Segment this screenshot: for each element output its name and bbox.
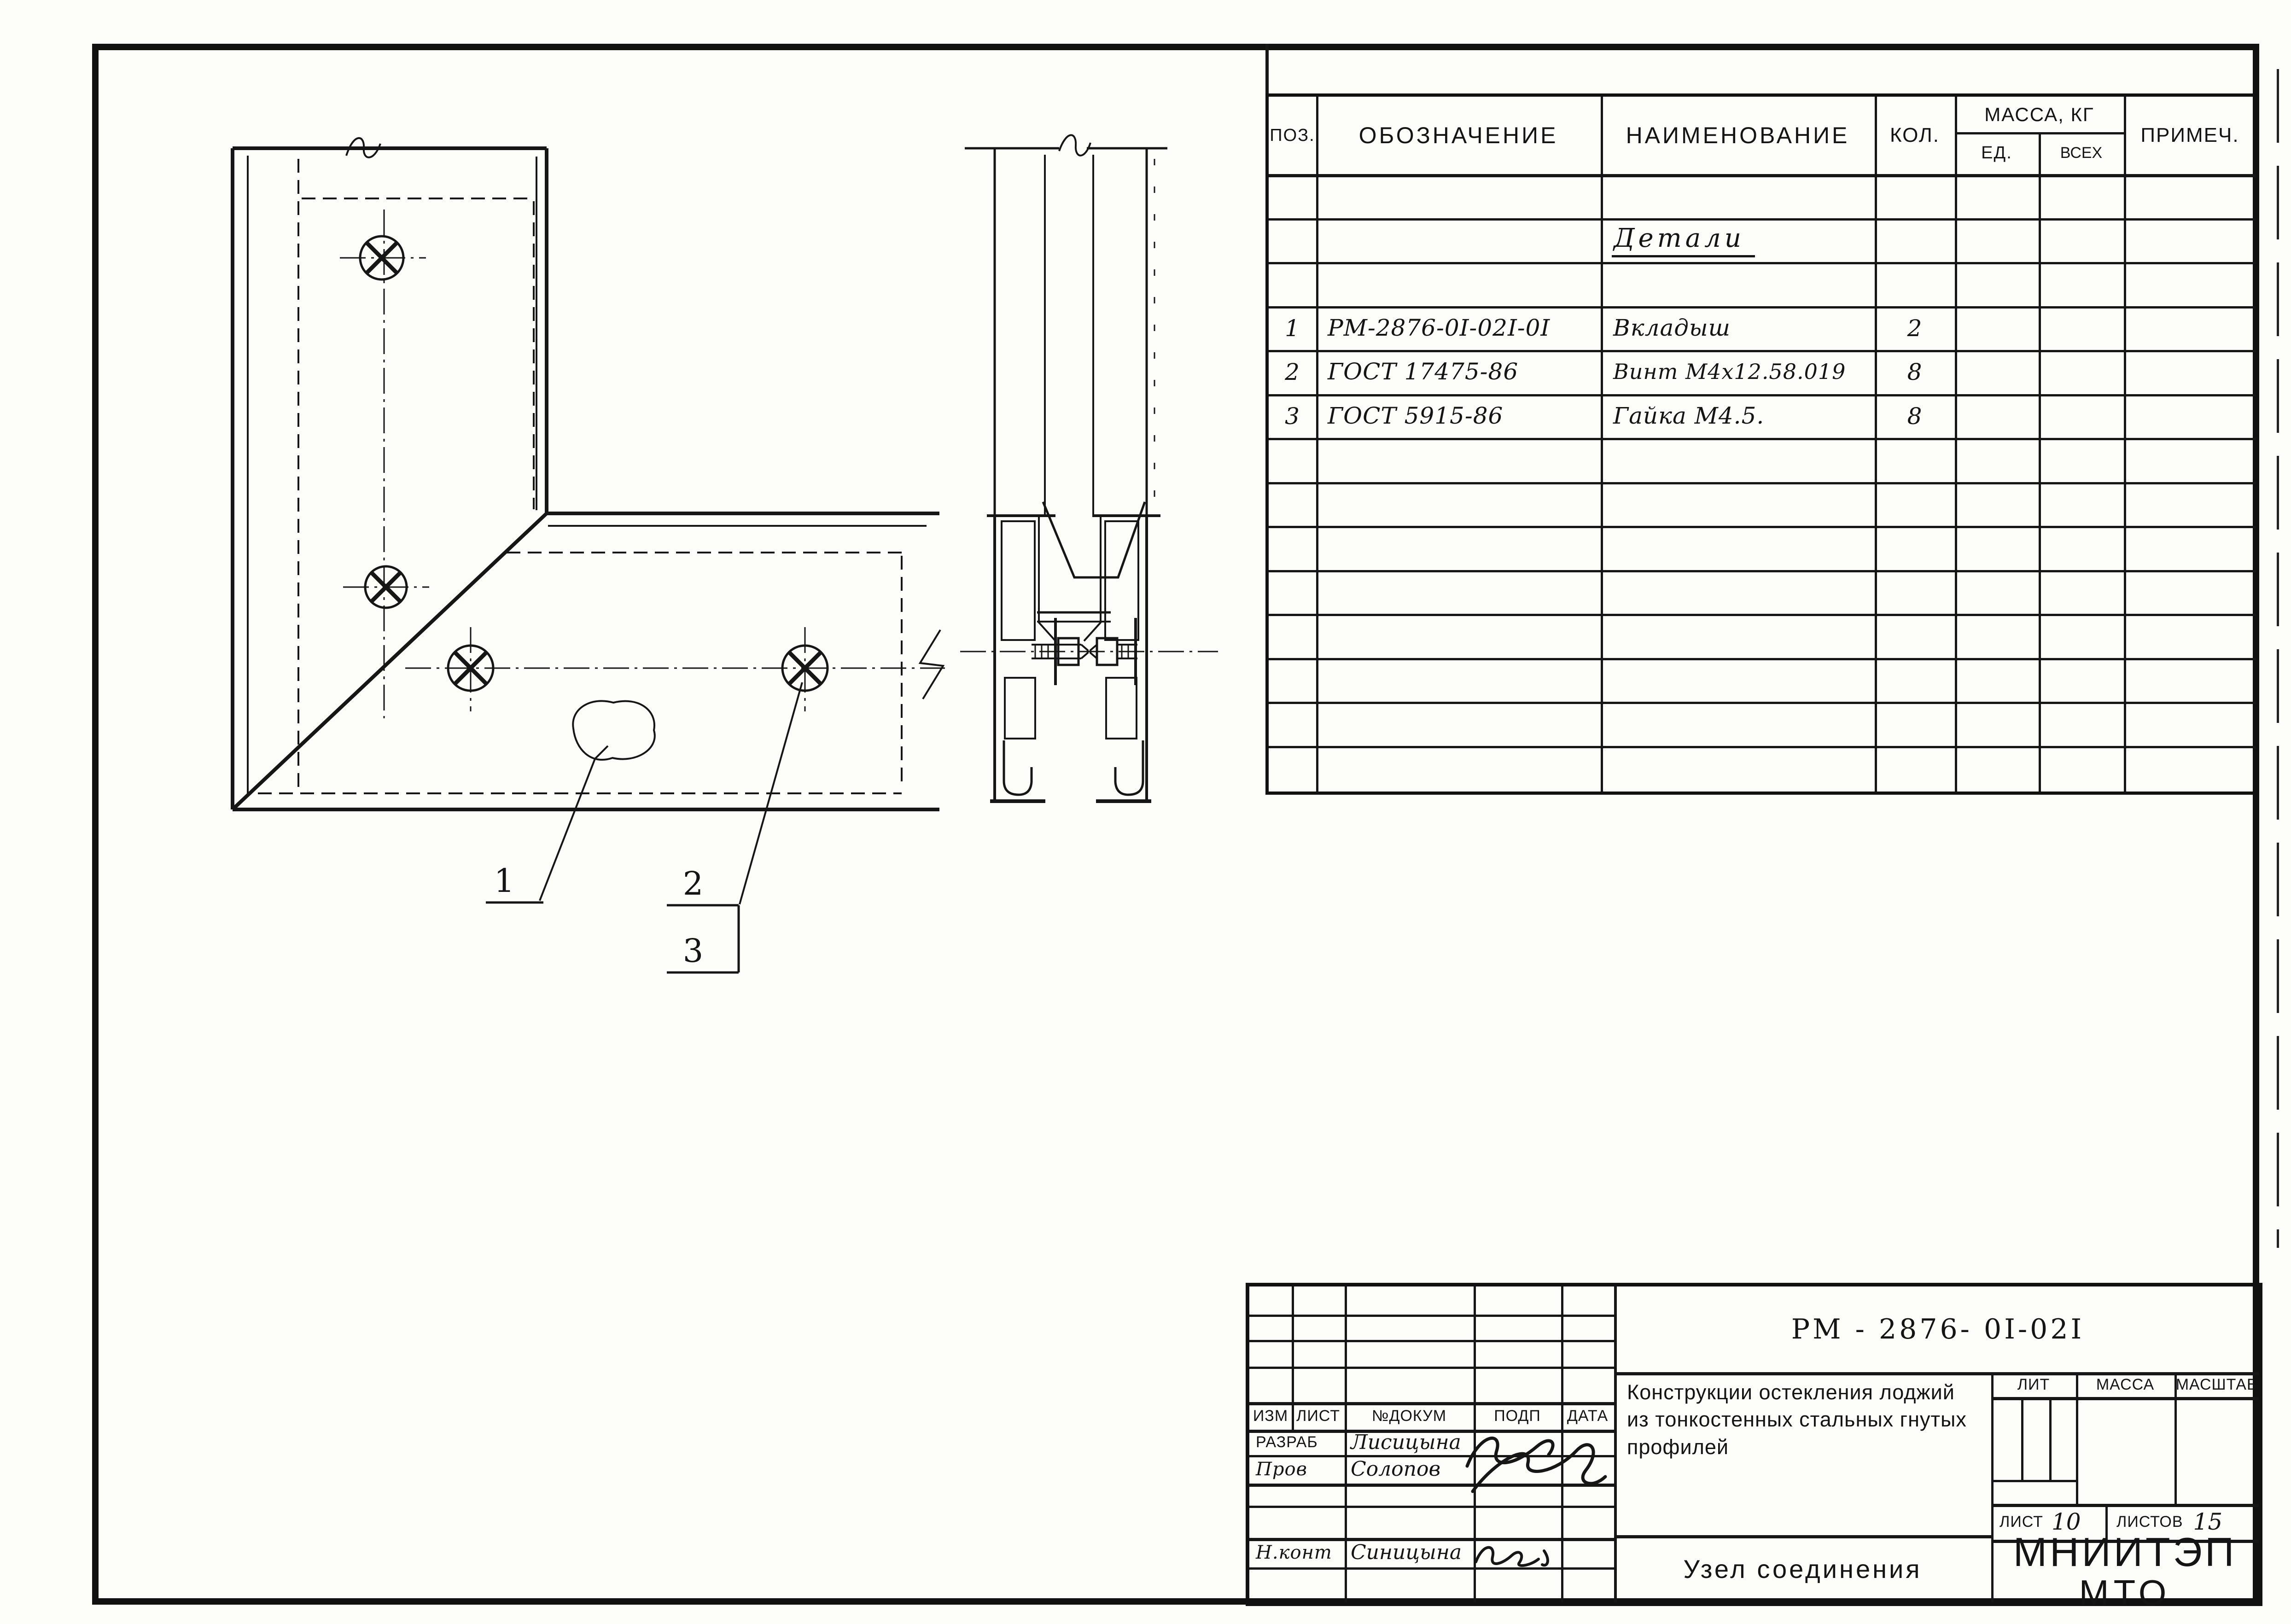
spec-rowline (1269, 702, 2256, 704)
spec-rowline (1269, 262, 2256, 264)
tb-scale-label: МАСШТАБ (2175, 1375, 2258, 1393)
c-profile-right (1115, 740, 1143, 795)
tb-line (1249, 1367, 1614, 1369)
spec-rowline (1269, 482, 2256, 484)
tb-sheet-title: Узел соединения (1683, 1554, 1922, 1583)
leader-line-1 (540, 746, 608, 901)
tb-line (2021, 1397, 2023, 1480)
tb-role-razrab: РАЗРАБ (1256, 1433, 1318, 1451)
spec-row-name: Вкладыш (1613, 314, 1731, 341)
spec-row-qty: 8 (1907, 358, 1923, 385)
spec-col-header-designation: ОБОЗНАЧЕНИЕ (1358, 122, 1558, 148)
spec-col-header-mass-total: ВСЕХ (2060, 144, 2103, 162)
tb-sheet-value: 10 (2051, 1508, 2081, 1535)
tb-role-nkont: Н.конт (1256, 1542, 1332, 1563)
c-profile-left (1004, 740, 1032, 795)
tb-organisation (1991, 1529, 2259, 1613)
tb-line (1249, 1567, 1614, 1570)
spec-row-poz: 2 (1285, 358, 1300, 385)
tb-line (1249, 1315, 1614, 1317)
scan-edge-artifact (2277, 69, 2279, 1248)
tb-sheet-label: ЛИСТ (2000, 1513, 2043, 1531)
callout-number-2: 2 (682, 865, 704, 902)
specification-table (1265, 93, 2259, 795)
spec-row-designation: ГОСТ 5915-86 (1328, 402, 1504, 429)
tb-mass-label: МАССА (2096, 1375, 2155, 1393)
spec-col-header-name: НАИМЕНОВАНИЕ (1626, 122, 1850, 148)
tb-name-prov: Солопов (1351, 1457, 1441, 1481)
section-view-joint (960, 135, 1218, 801)
spec-col-header-note: ПРИМЕЧ. (2140, 124, 2239, 146)
signature-nkont (1470, 1539, 1558, 1567)
tb-line (1991, 1397, 2259, 1400)
spec-col-header-mass-unit: ЕД. (1981, 143, 2012, 163)
spec-section-row (1612, 218, 1870, 262)
spec-rowline (1269, 614, 2256, 616)
signature-razrab-prov (1459, 1422, 1611, 1503)
spec-rowline (1269, 526, 2256, 528)
spec-row-designation: РМ-2876-0I-02I-0I (1328, 314, 1551, 341)
spec-colline (1955, 97, 1957, 792)
tb-col-podp: ПОДП (1494, 1407, 1541, 1425)
tb-line (1249, 1506, 1614, 1508)
spec-colline (2124, 97, 2126, 792)
spec-section-label: Детали (1612, 223, 1755, 257)
tb-org-line2: МТО (2079, 1572, 2171, 1613)
insert-hatch-left-bottom (1005, 678, 1035, 739)
callout-number-3: 3 (682, 932, 704, 970)
spec-row-name: Винт М4х12.58.019 (1613, 359, 1846, 384)
tb-name-nkont: Синицына (1351, 1541, 1462, 1564)
spec-colline (1601, 97, 1603, 792)
tb-line (1249, 1340, 1614, 1342)
plan-view-corner-joint (233, 138, 945, 972)
tb-doc-number: РМ - 2876- 0I-02I (1791, 1313, 2085, 1345)
tb-col-izm: ИЗМ (1253, 1407, 1288, 1425)
spec-colline (1875, 97, 1877, 792)
tb-line (1991, 1480, 2076, 1482)
break-mark-right (920, 630, 943, 699)
spec-header-line (1269, 174, 2256, 177)
spec-rowline (1269, 746, 2256, 748)
tb-name-razrab: Лисицына (1351, 1431, 1461, 1454)
callout-number-1: 1 (494, 862, 515, 900)
tb-sheets-label: ЛИСТОВ (2116, 1513, 2183, 1531)
spec-col-header-mass: МАССА, КГ (1984, 103, 2094, 125)
tb-col-list: ЛИСТ (1296, 1407, 1340, 1425)
tb-role-prov: Пров (1256, 1459, 1307, 1480)
spec-col-header-poz: ПОЗ. (1270, 125, 1315, 145)
break-mark-section (1059, 135, 1090, 155)
tb-sheets-value: 15 (2193, 1508, 2223, 1535)
tb-lit-label: ЛИТ (2017, 1375, 2050, 1393)
insert-hatch-left-top (1002, 521, 1035, 640)
spec-rowline (1269, 438, 2256, 440)
spec-row-qty: 2 (1907, 314, 1923, 342)
spec-rowline (1269, 570, 2256, 572)
spec-row-qty: 8 (1907, 402, 1923, 430)
spec-rowline (1269, 658, 2256, 660)
spec-row-designation: ГОСТ 17475-86 (1328, 358, 1519, 385)
tb-col-data: ДАТА (1567, 1407, 1609, 1425)
spec-col-header-qty: КОЛ. (1890, 124, 1940, 146)
tb-project-title: Конструкции остекления лоджий из тонкостенных стальных гнутых профилей (1627, 1380, 1967, 1459)
spec-colline (2039, 132, 2041, 792)
spec-colline (1316, 97, 1318, 792)
insert-hatch-right-bottom (1106, 678, 1137, 739)
spec-row-name: Гайка М4.5. (1613, 402, 1765, 429)
spec-row-poz: 1 (1285, 314, 1300, 342)
tb-col-dokum: №ДОКУМ (1371, 1407, 1447, 1425)
tb-org-line1: МНИИТЭП (2013, 1529, 2237, 1575)
tb-line (1345, 1286, 1347, 1602)
tb-line (2049, 1397, 2052, 1480)
insert-region-outline (573, 701, 655, 760)
title-block (1246, 1283, 2262, 1613)
spec-row-poz: 3 (1285, 402, 1300, 430)
